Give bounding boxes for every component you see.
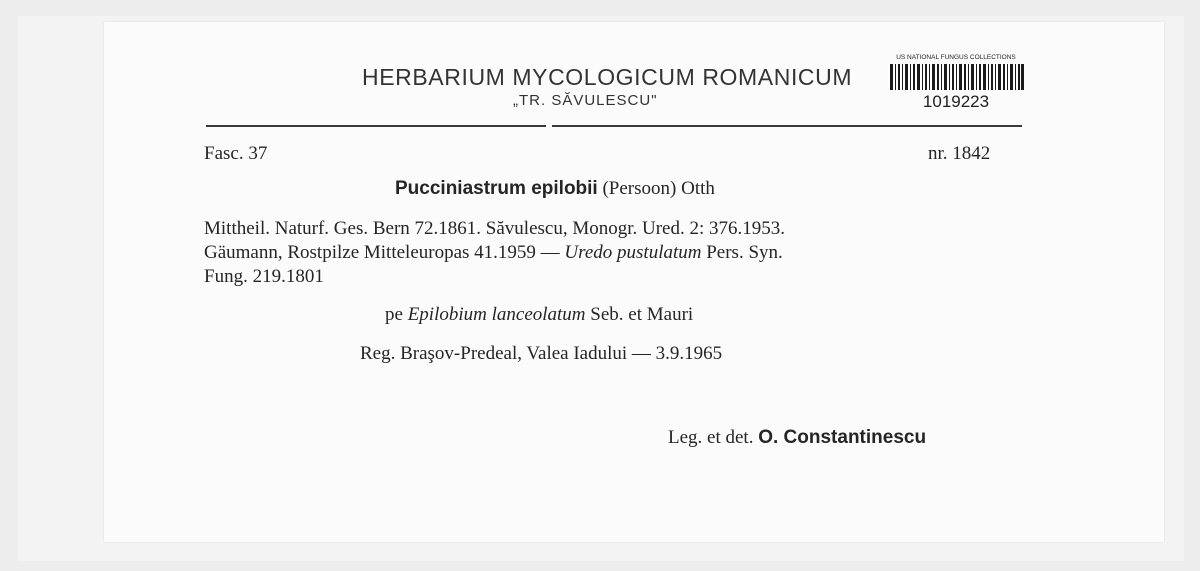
collector-prefix: Leg. et det.	[668, 427, 754, 448]
locality-date: Reg. Braşov-Predeal, Valea Iadului — 3.9.1965	[360, 343, 723, 364]
barcode-label	[884, 54, 1028, 116]
host-prefix: pe	[385, 304, 403, 325]
synonym-name: Uredo pustulatum	[564, 242, 702, 263]
barcode-caption: US NATIONAL FUNGUS COLLECTIONS	[896, 54, 1016, 61]
host-authority: Seb. et Mauri	[590, 304, 694, 325]
fascicle-number: Fasc. 37	[204, 143, 268, 164]
species-name: Pucciniastrum epilobii	[395, 178, 598, 199]
header-divider-right	[552, 125, 1022, 127]
host-name: Epilobium lanceolatum	[407, 304, 586, 325]
reference-line-2	[204, 242, 783, 264]
collector-line	[668, 427, 926, 449]
species-authority: (Persoon) Otth	[602, 178, 715, 199]
barcode-icon	[890, 64, 1024, 90]
reference-gaumann: Gäumann, Rostpilze Mitteleuropas 41.1959 —	[204, 242, 560, 263]
collector-name: O. Constantinescu	[758, 427, 927, 448]
herbarium-title: HERBARIUM MYCOLOGICUM ROMANICUM	[362, 64, 853, 90]
synonym-citation: Pers. Syn.	[706, 242, 783, 263]
reference-line-1: Mittheil. Naturf. Ges. Bern 72.1861. Săvulescu, Monogr. Ured. 2: 376.1953.	[204, 218, 786, 239]
header-divider-left	[206, 125, 546, 127]
species-line	[395, 178, 715, 200]
specimen-number: nr. 1842	[928, 143, 991, 164]
reference-line-3: Fung. 219.1801	[204, 266, 324, 287]
host-line	[385, 304, 693, 326]
herbarium-subtitle: „TR. SĂVULESCU"	[513, 92, 658, 109]
barcode-number: 1019223	[922, 92, 990, 111]
